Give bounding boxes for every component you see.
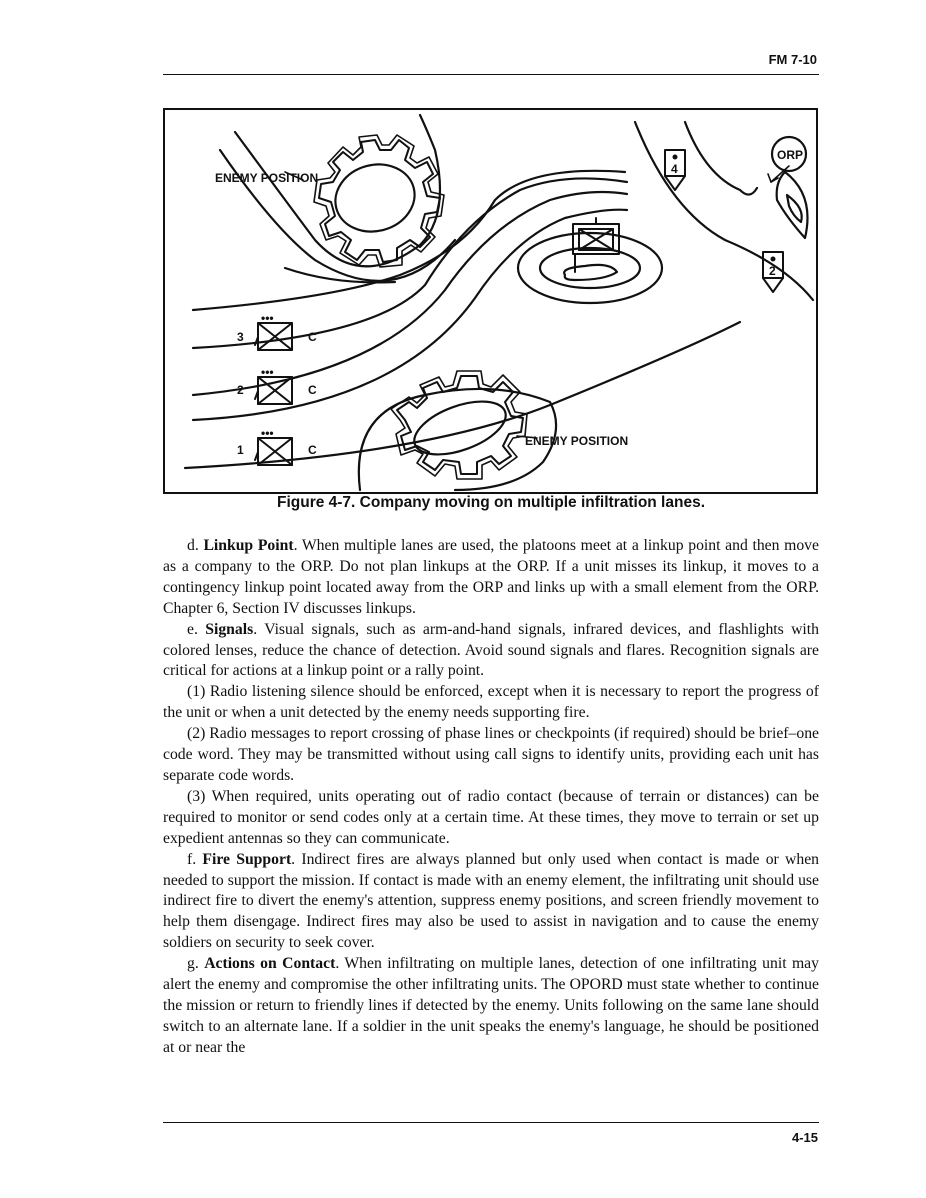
- paragraph-text: (1) Radio listening silence should be enforced, except when it is necessary to report the progress of the unit or when a unit detected by the enemy needs supporting fire.: [163, 683, 819, 722]
- paragraph: [163, 954, 819, 1059]
- paragraph-text: d.: [187, 537, 204, 554]
- orp-label: ORP: [777, 148, 804, 162]
- platoon-3-dots: •••: [261, 311, 274, 325]
- body-text: [163, 536, 819, 1059]
- figure-map: [163, 108, 818, 494]
- figure-caption: Figure 4-7. Company moving on multiple infiltration lanes.: [276, 494, 705, 511]
- paragraph-text: . Indirect fires are always planned but only used when contact is made or when needed to support the mission. If contact is made with an enemy element, the infiltrating unit should use indirect fire to divert the enemy's attention, suppress enemy positions, and screen friendly movement to help them disengage. Indirect fires may also be used to assist in navigation and to cause the enemy soldiers on security to seek cover.: [163, 850, 819, 952]
- paragraph-text: . Visual signals, such as arm-and-hand signals, infrared devices, and flashlights with colored lenses, reduce the chance of detection. Avoid sound signals and flares. Recognition signals are critical for actions at a linkup point or a rally point.: [163, 620, 819, 680]
- lane-3-label: 3: [237, 330, 244, 344]
- paragraph-text: (3) When required, units operating out of radio contact (because of terrain or distances) can be required to monitor or send codes only at a certain time. At these times, they move to terrain or set up expedient antennas so they can communicate.: [163, 787, 819, 847]
- header-rule: [163, 74, 819, 75]
- platoon-unit-3: [255, 323, 292, 350]
- platoon-1-dots: •••: [261, 426, 274, 440]
- paragraph: [163, 787, 819, 850]
- paragraph: [163, 682, 819, 724]
- lane-1-label: 1: [237, 443, 244, 457]
- paragraph-text: f.: [187, 850, 203, 868]
- paragraph-text: (2) Radio messages to report crossing of phase lines or checkpoints (if required) should be brief–one code word. They may be transmitted without using call signs to identify units, providing each unit has separate code words.: [163, 725, 819, 784]
- paragraph: [163, 536, 819, 620]
- enemy-position-top: [314, 135, 444, 267]
- page-number: 4-15: [791, 1130, 818, 1145]
- paragraph: [163, 724, 819, 787]
- checkpoint-4-label: 4: [671, 162, 678, 176]
- company-2-label: C: [308, 383, 317, 397]
- footer-rule: [163, 1122, 819, 1123]
- enemy-position-label-top: ENEMY POSITION: [215, 171, 319, 185]
- company-1-label: C: [308, 443, 317, 457]
- enemy-position-label-bottom: ENEMY POSITION: [525, 434, 629, 448]
- paragraph-text: . When infiltrating on multiple lanes, detection of one infiltrating unit may alert the enemy and compromise the other infiltrating units. The OPORD must state whether to continue the mission or return to friendly lines if detected by the enemy. Units following on the same lane should switch to an alternate lane. If a soldier in the unit speaks the enemy's language, he should be positioned at or near the: [163, 955, 819, 1056]
- checkpoint-2-label: 2: [769, 264, 776, 278]
- paragraph-text: . When multiple lanes are used, the platoons meet at a linkup point and then move as a company to the ORP. Do not plan linkups at the ORP. If a unit misses its linkup, it moves to a contingency linkup point located away from the ORP and links up with a small element from the ORP. Chapter 6, Section IV discusses linkups.: [163, 537, 819, 617]
- paragraph-heading: Linkup Point: [203, 537, 294, 554]
- paragraph-heading: Actions on Contact: [204, 955, 336, 973]
- enemy-position-bottom: [391, 371, 527, 479]
- paragraph-heading: Signals: [205, 620, 254, 638]
- paragraph-text: g.: [187, 955, 205, 973]
- document-id: FM 7-10: [768, 52, 817, 67]
- company-3-label: C: [308, 330, 317, 344]
- paragraph-heading: Fire Support: [202, 850, 292, 868]
- paragraph-text: e.: [187, 620, 206, 638]
- lane-2-label: 2: [237, 383, 244, 397]
- platoon-unit-2: [255, 377, 292, 404]
- platoon-2-dots: •••: [261, 365, 274, 379]
- paragraph: [163, 620, 819, 683]
- paragraph: [163, 850, 819, 955]
